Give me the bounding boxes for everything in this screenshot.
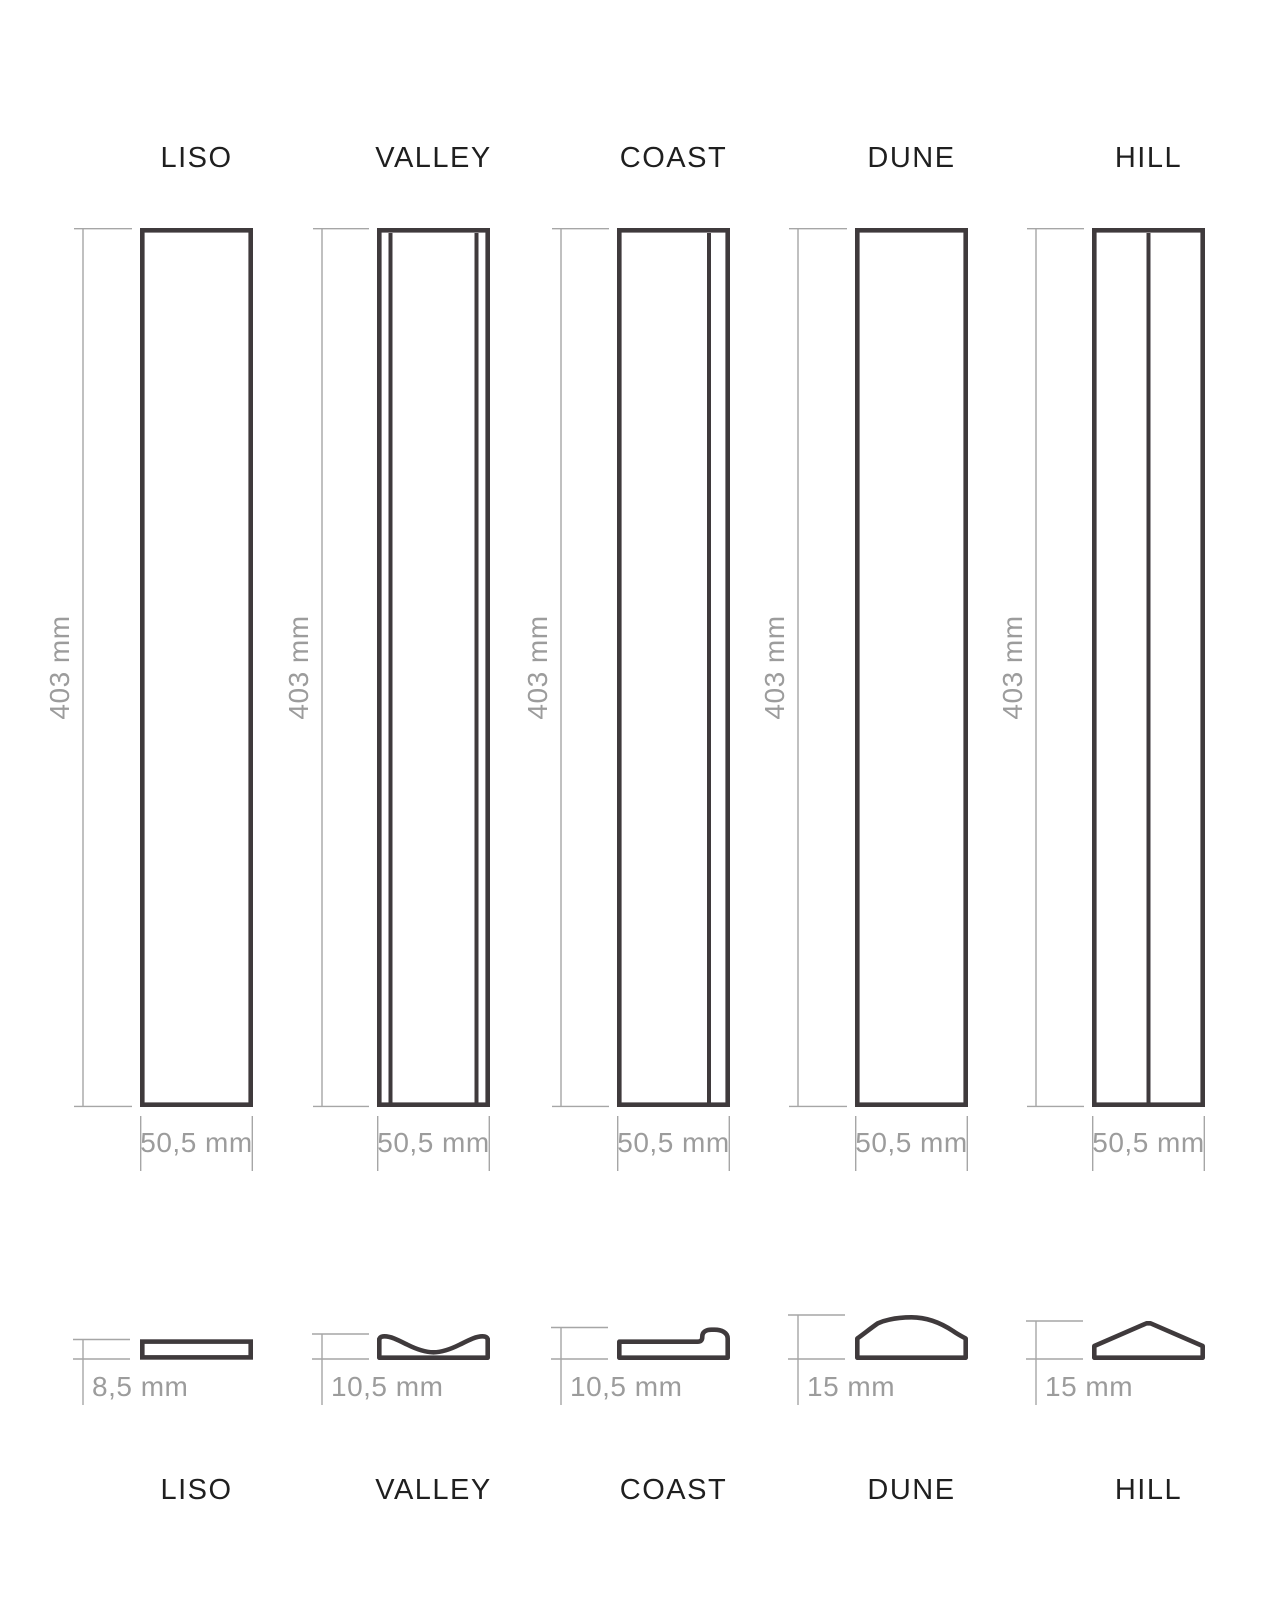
liso-profile-view xyxy=(73,1340,251,1507)
dune-tile-front xyxy=(857,230,965,1104)
coast-tile-front xyxy=(619,230,727,1104)
valley-thickness-label: 10,5 mm xyxy=(331,1371,444,1402)
dune-profile-shape xyxy=(857,1317,965,1357)
valley-height-label: 403 mm xyxy=(283,615,314,720)
liso-profile-shape xyxy=(142,1342,250,1358)
hill-front-view xyxy=(997,142,1205,1171)
dune-width-label: 50,5 mm xyxy=(855,1127,968,1158)
hill-profile-shape xyxy=(1094,1323,1202,1357)
hill-title-top: HILL xyxy=(1114,142,1183,174)
dune-height-label: 403 mm xyxy=(759,615,790,720)
dune-profile-view xyxy=(788,1315,966,1506)
coast-profile-view xyxy=(551,1328,728,1507)
dune-front-view xyxy=(759,142,968,1171)
coast-width-label: 50,5 mm xyxy=(617,1127,730,1158)
liso-thickness-label: 8,5 mm xyxy=(92,1371,189,1402)
liso-tile-front xyxy=(142,230,250,1104)
liso-title-bottom: LISO xyxy=(160,1474,233,1506)
liso-title-top: LISO xyxy=(160,142,233,174)
valley-title-bottom: VALLEY xyxy=(375,1474,492,1506)
dune-title-bottom: DUNE xyxy=(867,1474,956,1506)
coast-profile-shape xyxy=(619,1330,727,1358)
coast-title-top: COAST xyxy=(619,142,728,174)
hill-thickness-label: 15 mm xyxy=(1045,1371,1134,1402)
coast-thickness-label: 10,5 mm xyxy=(570,1371,683,1402)
hill-width-label: 50,5 mm xyxy=(1092,1127,1205,1158)
liso-width-label: 50,5 mm xyxy=(140,1127,253,1158)
coast-front-view xyxy=(522,142,730,1171)
liso-height-label: 403 mm xyxy=(44,615,75,720)
valley-width-label: 50,5 mm xyxy=(377,1127,490,1158)
dune-thickness-label: 15 mm xyxy=(807,1371,896,1402)
coast-title-bottom: COAST xyxy=(619,1474,728,1506)
valley-tile-front xyxy=(379,230,487,1104)
valley-front-view xyxy=(283,142,492,1171)
valley-profile-view xyxy=(312,1334,492,1506)
hill-title-bottom: HILL xyxy=(1114,1474,1183,1506)
hill-profile-view xyxy=(1026,1321,1203,1506)
liso-front-view xyxy=(44,142,253,1171)
coast-height-label: 403 mm xyxy=(522,615,553,720)
valley-title-top: VALLEY xyxy=(375,142,492,174)
hill-height-label: 403 mm xyxy=(997,615,1028,720)
dune-title-top: DUNE xyxy=(867,142,956,174)
valley-profile-shape xyxy=(379,1336,487,1357)
